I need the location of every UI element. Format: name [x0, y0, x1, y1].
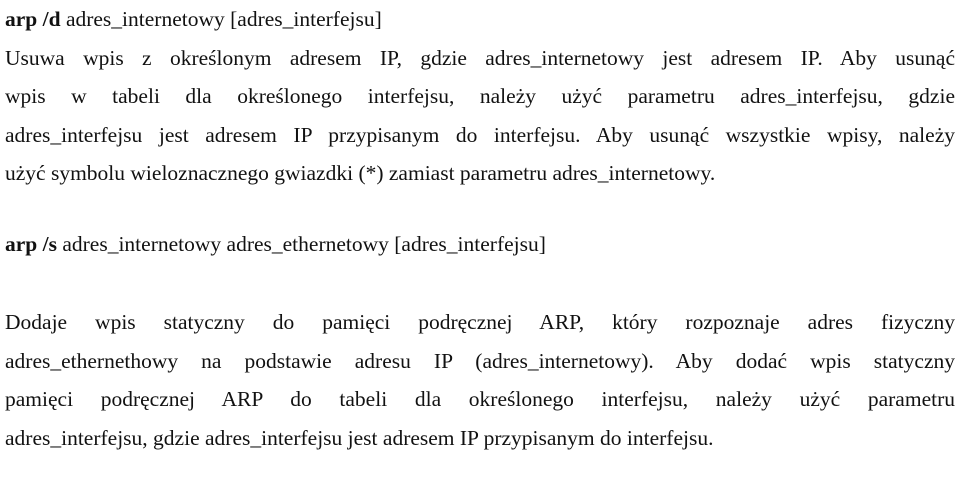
description-line: adres_ethernethowy na podstawie adresu IP (adres_internetowy). Aby dodać wpis statyczny	[5, 348, 955, 373]
description-line: Dodaje wpis statyczny do pamięci podręcznej ARP, który rozpoznaje adres fizyczny	[5, 310, 955, 334]
command-name: arp /d	[5, 7, 61, 31]
description-line: adres_interfejsu jest adresem IP przypisanym do interfejsu. Aby usunąć wszystkie wpisy, należy	[5, 122, 955, 147]
command-arp-static-description	[5, 303, 955, 457]
description-line: pamięci podręcznej ARP do tabeli dla określonego interfejsu, należy użyć parametru	[5, 387, 955, 411]
command-arguments: adres_internetowy adres_ethernetowy [adres_interfejsu]	[56, 231, 546, 256]
command-arp-static	[5, 225, 955, 264]
command-arp-delete-description	[5, 39, 955, 193]
document-page	[5, 0, 955, 457]
description-line: adres_interfejsu, gdzie adres_interfejsu jest adresem IP przypisanym do interfejsu.	[5, 425, 714, 450]
description-line: Usuwa wpis z określonym adresem IP, gdzie adres_internetowy jest adresem IP. Aby usunąć	[5, 45, 955, 70]
description-line: użyć symbolu wieloznacznego gwiazdki (*) zamiast parametru adres_internetowy.	[5, 161, 716, 185]
command-arp-delete	[5, 0, 955, 39]
command-arguments: adres_internetowy [adres_interfejsu]	[60, 7, 382, 31]
description-line: wpis w tabeli dla określonego interfejsu, należy użyć parametru adres_interfejsu, gdzie	[5, 84, 955, 108]
command-name: arp /s	[5, 231, 57, 256]
